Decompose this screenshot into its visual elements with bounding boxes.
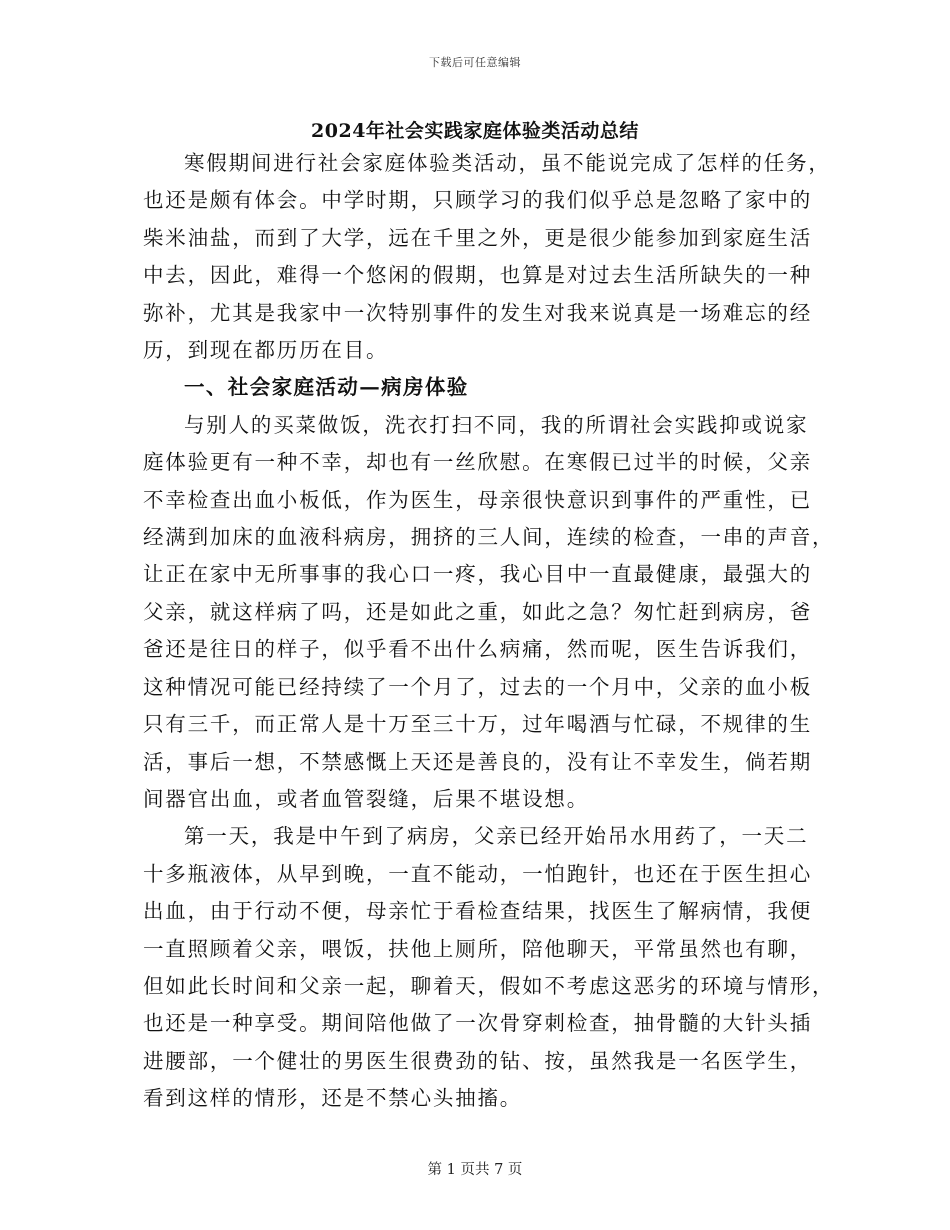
paragraph-line: 不幸检查出血小板低，作为医生，母亲很快意识到事件的严重性，已 (143, 487, 812, 512)
paragraph-line: 弥补，尤其是我家中一次特别事件的发生对我来说真是一场难忘的经 (143, 300, 812, 325)
section-heading: 一、社会家庭活动—病房体验 (184, 375, 469, 400)
paragraph-line: 出血，由于行动不便，母亲忙于看检查结果，找医生了解病情，我便 (143, 899, 812, 924)
paragraph-line: 历，到现在都历历在目。 (143, 338, 389, 363)
paragraph-line: 让正在家中无所事事的我心口一疼，我心目中一直最健康，最强大的 (143, 562, 812, 587)
paragraph-line: 中去，因此，难得一个悠闲的假期，也算是对过去生活所缺失的一种 (143, 263, 812, 288)
paragraph-line: 进腰部，一个健壮的男医生很费劲的钻、按，虽然我是一名医学生， (143, 1048, 812, 1073)
paragraph-line: 十多瓶液体，从早到晚，一直不能动，一怕跑针，也还在于医生担心 (143, 861, 812, 886)
paragraph-line: 也还是一种享受。期间陪他做了一次骨穿刺检查，抽骨髓的大针头插 (143, 1011, 812, 1036)
document-title: 2024年社会实践家庭体验类活动总结 (311, 120, 639, 142)
paragraph-line: 也还是颇有体会。中学时期，只顾学习的我们似乎总是忽略了家中的 (143, 188, 812, 213)
paragraph-line: 庭体验更有一种不幸，却也有一丝欣慰。在寒假已过半的时候，父亲 (143, 450, 812, 475)
paragraph-line: 一直照顾着父亲，喂饭，扶他上厕所，陪他聊天，平常虽然也有聊， (143, 936, 812, 961)
paragraph-line: 寒假期间进行社会家庭体验类活动，虽不能说完成了怎样的任务， (184, 151, 831, 175)
paragraph-line: 看到这样的情形，还是不禁心头抽搐。 (143, 1086, 523, 1111)
page-footer: 第 1 页共 7 页 (427, 1162, 523, 1178)
paragraph-line: 第一天，我是中午到了病房，父亲已经开始吊水用药了，一天二 (184, 824, 809, 849)
paragraph-line: 这种情况可能已经持续了一个月了，过去的一个月中，父亲的血小板 (143, 674, 812, 699)
paragraph-2 (143, 407, 835, 818)
paragraph-line: 柴米油盐，而到了大学，远在千里之外，更是很少能参加到家庭生活 (143, 225, 812, 250)
paragraph-line: 爸还是往日的样子，似乎看不出什么病痛，然而呢，医生告诉我们， (143, 637, 812, 662)
paragraph-3 (143, 818, 835, 1117)
paragraph-line: 活，事后一想，不禁感慨上天还是善良的，没有让不幸发生，倘若期 (143, 749, 812, 774)
paragraph-line: 但如此长时间和父亲一起，聊着天，假如不考虑这恶劣的环境与情形， (143, 973, 835, 998)
paragraph-line: 父亲，就这样病了吗，还是如此之重，如此之急？匆忙赶到病房，爸 (143, 599, 812, 624)
paragraph-1 (143, 145, 831, 369)
paragraph-line: 经满到加床的血液科病房，拥挤的三人间，连续的检查，一串的声音， (143, 525, 835, 550)
document-body (143, 145, 835, 1118)
paragraph-line: 只有三千，而正常人是十万至三十万，过年喝酒与忙碌，不规律的生 (143, 712, 812, 737)
header-note: 下载后可任意编辑 (429, 56, 521, 69)
paragraph-line: 与别人的买菜做饭，洗衣打扫不同，我的所谓社会实践抑或说家 (184, 412, 809, 437)
paragraph-line: 间器官出血，或者血管裂缝，后果不堪设想。 (143, 786, 589, 811)
